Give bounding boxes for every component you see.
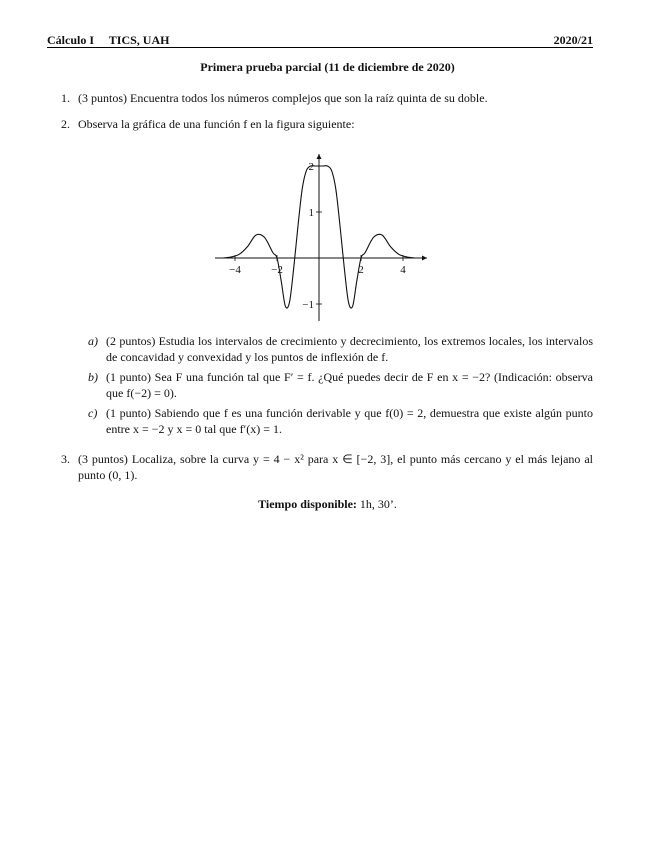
subpart-a-text: (2 puntos) Estudia los intervalos de crecimiento y decrecimiento, los extremos locales, los intervalos de concavidad y convexidad y los puntos de inflexión de f. (106, 334, 593, 364)
x-tick-label: 4 (400, 264, 406, 276)
exam-title: Primera prueba parcial (11 de diciembre de 2020) (200, 60, 455, 74)
problem-3-number: 3. (61, 452, 70, 466)
problem-3-text: (3 puntos) Localiza, sobre la curva y = 4 − x² para x ∈ [−2, 3], el punto más cercano y el más lejano al punto (0, 1). (78, 452, 593, 482)
x-tick-label: −2 (271, 264, 283, 276)
problem-1-number: 1. (61, 91, 70, 105)
subpart-c-text: (1 punto) Sabiendo que f es una función derivable y que f(0) = 2, demuestra que existe algún punto entre x = −2 y x = 0 tal que f′(x) = 1. (106, 406, 593, 436)
x-axis-arrow (422, 256, 427, 261)
header-rule (47, 47, 593, 48)
problem-1-text: (3 puntos) Encuentra todos los números complejos que son la raíz quinta de su doble. (78, 91, 488, 105)
y-tick-label: −1 (302, 299, 314, 311)
time-label: Tiempo disponible: (258, 497, 357, 511)
header-course: Cálculo I TICS, UAH (47, 33, 170, 47)
problem-2-number: 2. (61, 117, 70, 131)
subpart-b-label: b) (88, 370, 98, 384)
header-year: 2020/21 (553, 33, 593, 47)
subpart-c-label: c) (88, 406, 98, 420)
subpart-b-text: (1 punto) Sea F una función tal que F′ = f. ¿Qué puedes decir de F en x = −2? (Indicación: observa que f(−2) = 0). (106, 370, 593, 400)
problem-2-text: Observa la gráfica de una función f en la figura siguiente: (78, 117, 355, 131)
x-tick-label: −4 (229, 264, 241, 276)
y-tick-label: 1 (308, 207, 314, 219)
function-graph (205, 150, 435, 325)
y-tick-label: 2 (308, 161, 314, 173)
time-value: 1h, 30’. (356, 497, 397, 511)
y-axis-arrow (317, 154, 322, 159)
x-tick-label: 2 (358, 264, 364, 276)
subpart-a-label: a) (88, 334, 98, 348)
time-available (0, 497, 655, 512)
